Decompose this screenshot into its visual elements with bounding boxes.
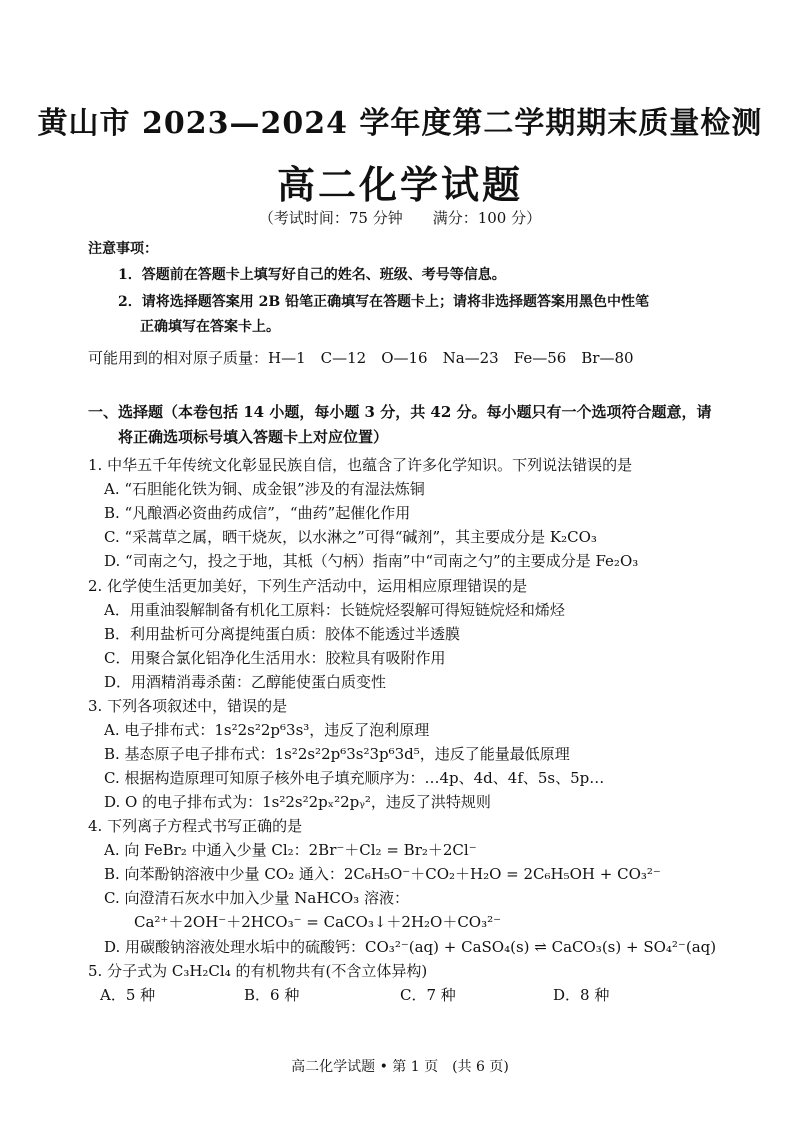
question-1-option-d: D. “司南之勺，投之于地，其柢（勺柄）指南”中“司南之勺”的主要成分是 Fe₂O₃ xyxy=(104,552,639,570)
section-heading: 一、选择题（本卷包括 14 小题，每小题 3 分，共 42 分。每小题只有一个选项符合题意，请 xyxy=(88,403,712,421)
question-3-option-c: C. 根据构造原理可知原子核外电子填充顺序为：…4p、4d、4f、5s、5p… xyxy=(104,769,605,787)
question-2-option-a: A．用重油裂解制备有机化工原料：长链烷烃裂解可得短链烷烃和烯烃 xyxy=(104,601,565,619)
question-5-option-d: D．8 种 xyxy=(553,986,610,1004)
note-item-2-cont: 正确填写在答案卡上。 xyxy=(140,319,280,335)
question-5-stem: 5. 分子式为 C₃H₂Cl₄ 的有机物共有(不含立体异构) xyxy=(88,962,428,980)
exam-subject-title: 高二化学试题 xyxy=(276,162,523,207)
question-5-option-a: A．5 种 xyxy=(100,986,156,1004)
note-item-1: 1．答题前在答题卡上填写好自己的姓名、班级、考号等信息。 xyxy=(118,267,506,283)
question-4-option-a: A. 向 FeBr₂ 中通入少量 Cl₂：2Br⁻＋Cl₂ = Br₂＋2Cl⁻ xyxy=(104,841,477,859)
question-2-option-d: D．用酒精消毒杀菌：乙醇能使蛋白质变性 xyxy=(104,673,387,691)
question-3-option-b: B. 基态原子电子排布式：1s²2s²2p⁶3s²3p⁶3d⁵，违反了能量最低原理 xyxy=(104,745,570,763)
question-2-option-c: C．用聚合氯化铝净化生活用水：胶粒具有吸附作用 xyxy=(104,649,446,667)
question-2-option-b: B．利用盐析可分离提纯蛋白质：胶体不能透过半透膜 xyxy=(104,625,461,643)
question-1-option-c: C. “采蒿草之属，晒干烧灰，以水淋之”可得“碱剂”，其主要成分是 K₂CO₃ xyxy=(104,528,597,546)
exam-meta: （考试时间：75 分钟 满分：100 分） xyxy=(258,209,542,227)
section-heading-cont: 将正确选项标号填入答题卡上对应位置） xyxy=(118,428,389,446)
question-4-option-c-equation: Ca²⁺＋2OH⁻＋2HCO₃⁻ = CaCO₃↓＋2H₂O＋CO₃²⁻ xyxy=(134,913,502,931)
question-3-stem: 3. 下列各项叙述中，错误的是 xyxy=(88,697,288,715)
atomic-masses: 可能用到的相对原子质量：H—1 C—12 O—16 Na—23 Fe—56 Br—80 xyxy=(88,349,634,367)
question-5-option-b: B．6 种 xyxy=(244,986,300,1004)
question-3-option-d: D. O 的电子排布式为：1s²2s²2pₓ²2pᵧ²，违反了洪特规则 xyxy=(104,793,491,811)
question-2-stem: 2. 化学使生活更加美好，下列生产活动中，运用相应原理错误的是 xyxy=(88,577,528,595)
page-footer: 高二化学试题 • 第 1 页 (共 6 页) xyxy=(291,1059,509,1075)
question-4-option-d: D. 用碳酸钠溶液处理水垢中的硫酸钙：CO₃²⁻(aq) + CaSO₄(s) ⇌ CaCO₃(s) + SO₄²⁻(aq) xyxy=(104,938,717,956)
question-4-option-b: B. 向苯酚钠溶液中少量 CO₂ 通入：2C₆H₅O⁻＋CO₂＋H₂O = 2C₆H₅OH + CO₃²⁻ xyxy=(104,865,661,883)
exam-header-title: 黄山市 2023—2024 学年度第二学期期末质量检测 xyxy=(37,106,763,141)
question-4-option-c: C. 向澄清石灰水中加入少量 NaHCO₃ 溶液： xyxy=(104,889,409,907)
question-1-option-b: B. “凡酿酒必资曲药成信”，“曲药”起催化作用 xyxy=(104,504,411,522)
question-1-option-a: A. “石胆能化铁为铜、成金银”涉及的有湿法炼铜 xyxy=(104,480,425,498)
question-4-stem: 4. 下列离子方程式书写正确的是 xyxy=(88,817,303,835)
question-1-stem: 1. 中华五千年传统文化彰显民族自信，也蕴含了许多化学知识。下列说法错误的是 xyxy=(88,456,633,474)
notes-heading: 注意事项： xyxy=(88,241,158,257)
note-item-2: 2．请将选择题答案用 2B 铅笔正确填写在答题卡上；请将非选择题答案用黑色中性笔 xyxy=(118,294,650,310)
question-5-option-c: C．7 种 xyxy=(400,986,456,1004)
question-3-option-a: A. 电子排布式：1s²2s²2p⁶3s³，违反了泡利原理 xyxy=(104,721,430,739)
